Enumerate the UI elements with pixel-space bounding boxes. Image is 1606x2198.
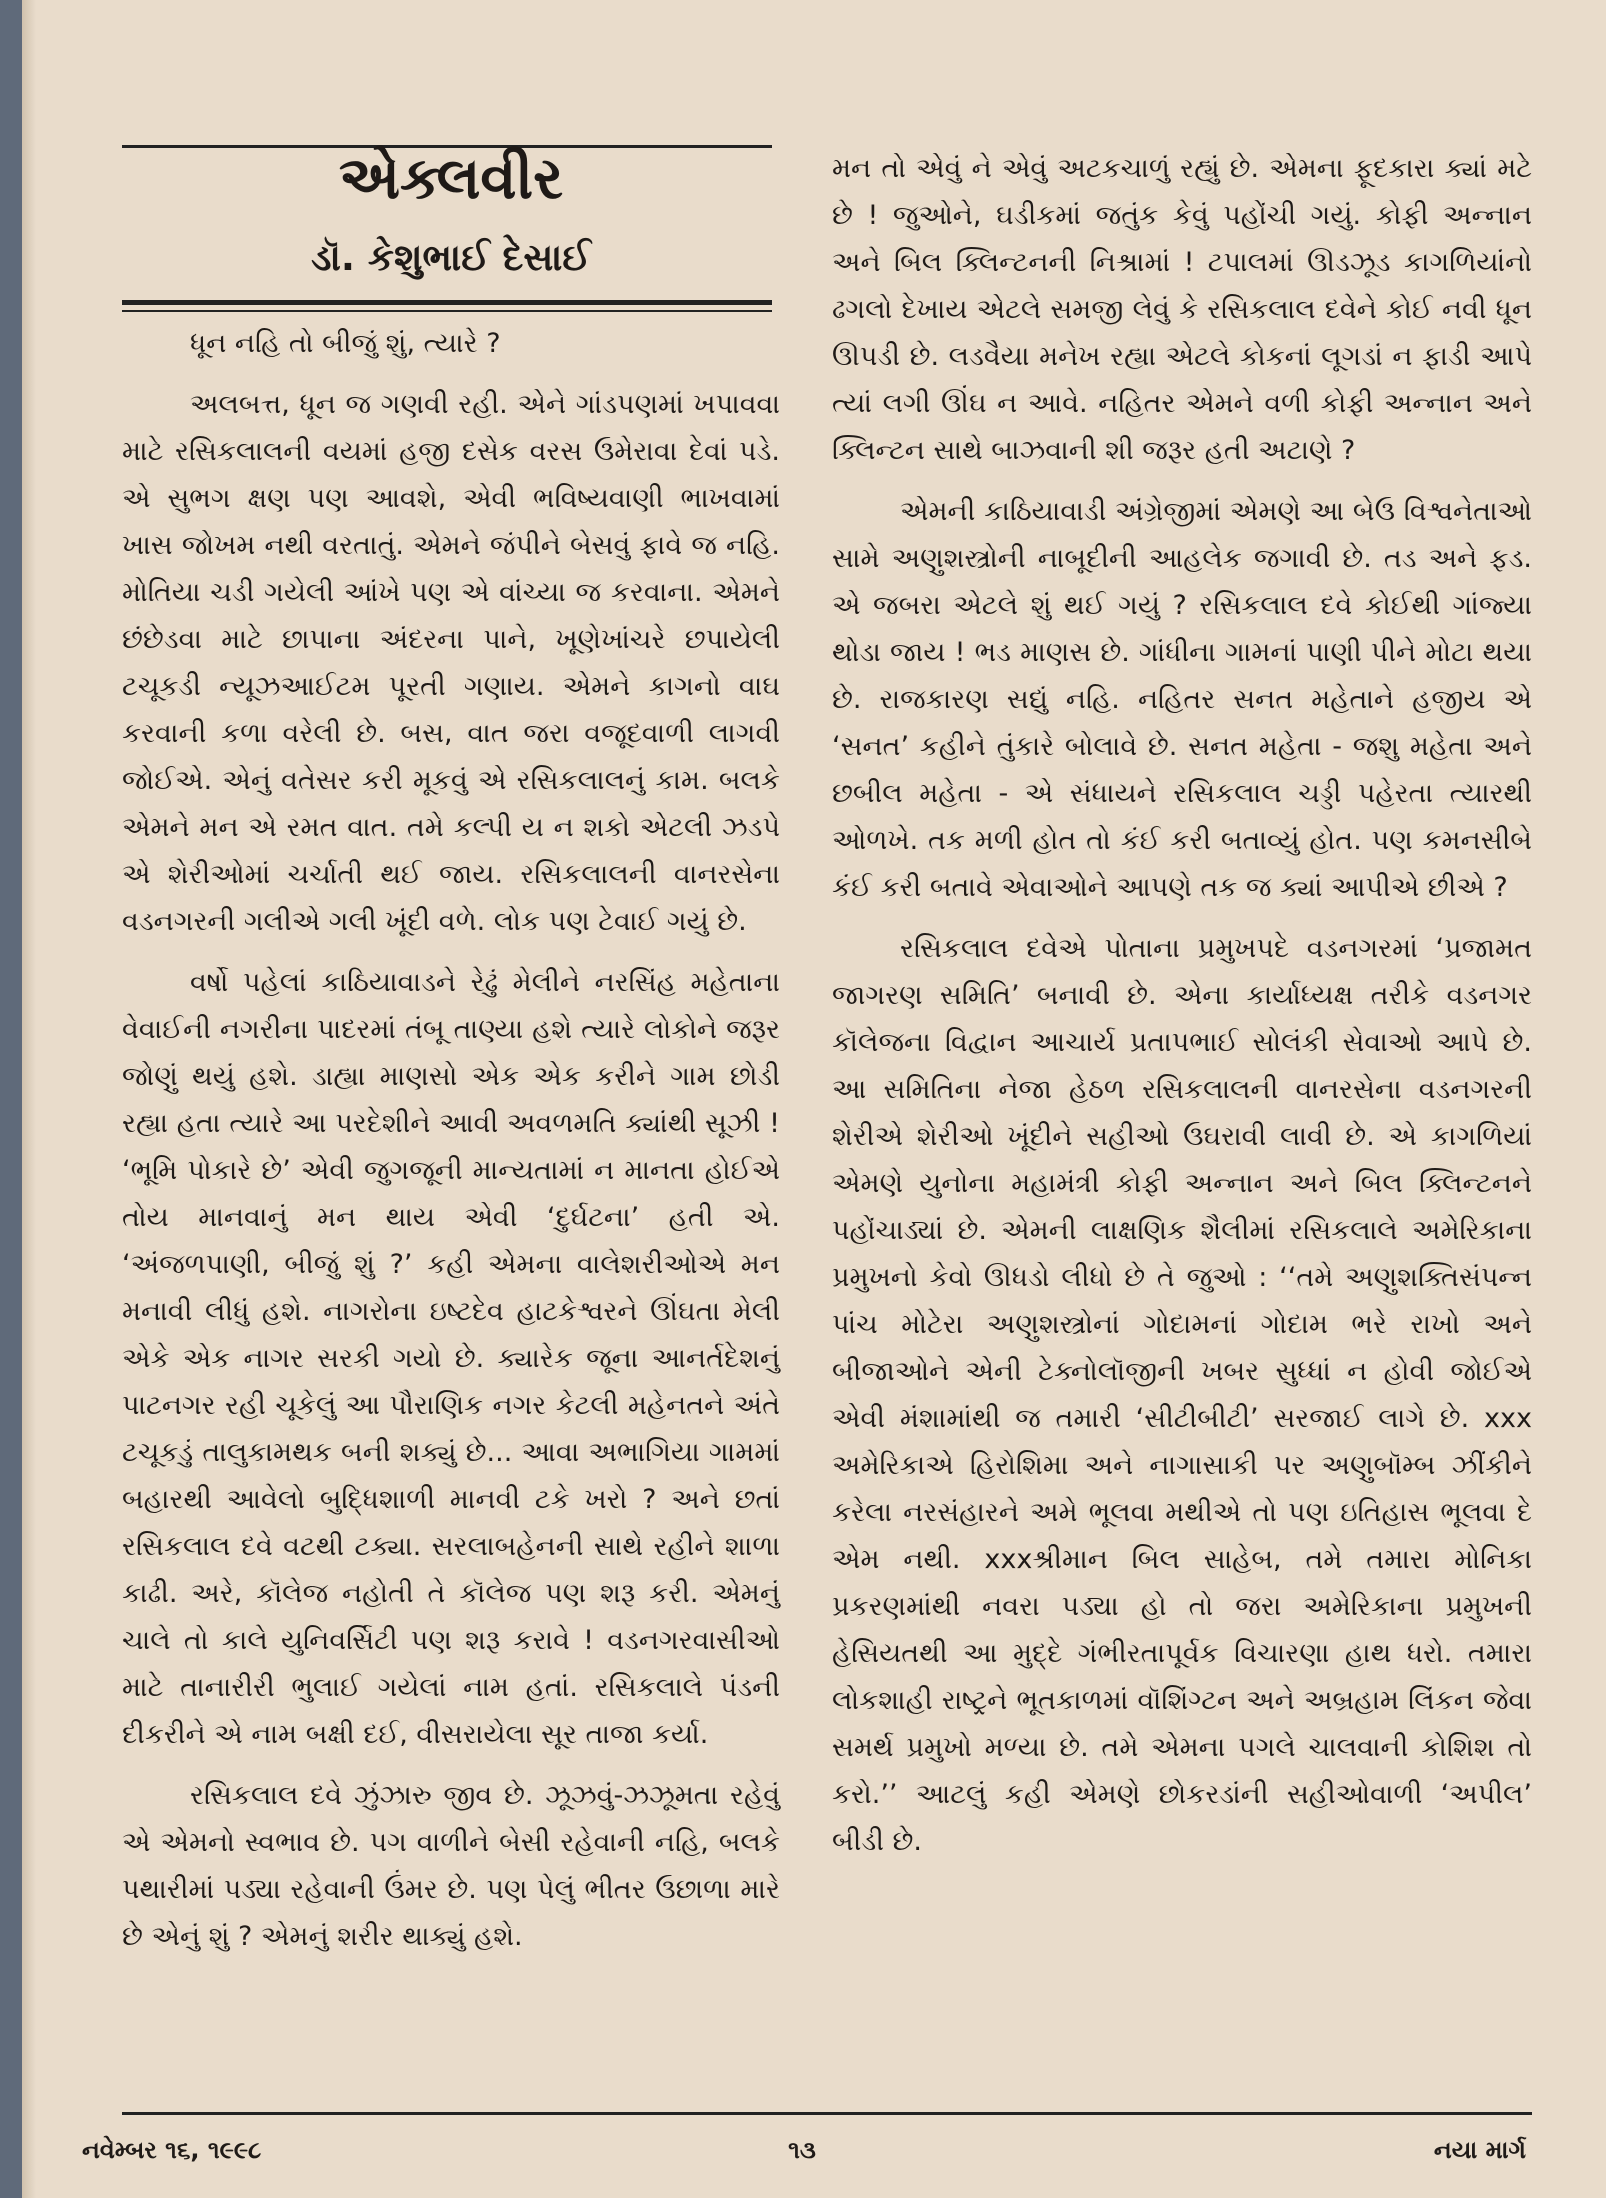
article-title: એક્લવીર [338, 144, 564, 212]
paragraph: વર્ષો પહેલાં કાઠિયાવાડને રેઢું મેલીને નરસિંહ મહેતાના વેવાઈની નગરીના પાદરમાં તંબૂ તાણ્યા હશે ત્યારે લોકોને જરૂર જોણું થયું હશે. ડાહ્યા માણસો એક એક કરીને ગામ છોડી રહ્યા હતા ત્યારે આ પરદેશીને આવી અવળમતિ ક્યાંથી સૂઝી ! ‘ભૂમિ પોકારે છે’ એવી જુગજૂની માન્યતામાં ન માનતા હોઈએ તોય માનવાનું મન થાય એવી ‘દુર્ઘટના’ હતી એ. ‘અંજળપાણી, બીજું શું ?’ કહી એમના વાલેશરીઓએ મન મનાવી લીધું હશે. નાગરોના ઇષ્ટદેવ હાટકેશ્વરને ઊંઘતા મેલી એકે એક નાગર સરકી ગયો છે. ક્યારેક જૂના આનર્તદેશનું પાટનગર રહી ચૂકેલું આ પૌરાણિક નગર કેટલી મહેનતને અંતે ટચૂકડું તાલુકામથક બની શક્યું છે... આવા અભાગિયા ગામમાં બહારથી આવેલો બુદ્ધિશાળી માનવી ટકે ખરો ? અને છતાં રસિકલાલ દવે વટથી ટક્યા. સરલાબહેનની સાથે રહીને શાળા કાઢી. અરે, કૉલેજ નહોતી તે કૉલેજ પણ શરૂ કરી. એમનું ચાલે તો કાલે યુનિવર્સિટી પણ શરૂ કરાવે ! વડનગરવાસીઓ માટે તાનારીરી ભુલાઈ ગયેલાં નામ હતાં. રસિકલાલે પંડની દીકરીને એ નામ બક્ષી દઈ, વીસરાયેલા સૂર તાજા કર્યા. [122, 967, 780, 1750]
footer-rule [122, 2112, 1532, 2115]
publication-name: નયા માર્ગ [1433, 2136, 1526, 2164]
paragraph: એમની કાઠિયાવાડી અંગ્રેજીમાં એમણે આ બેઉ વિશ્વનેતાઓ સામે અણુશસ્ત્રોની નાબૂદીની આહલેક જગાવી છે. તડ અને ફડ. એ જબરા એટલે શું થઈ ગયું ? રસિકલાલ દવે કોઈથી ગાંજ્યા થોડા જાય ! ભડ માણસ છે. ગાંધીના ગામનાં પાણી પીને મોટા થયા છે. રાજકારણ સદ્યું નહિ. નહિતર સનત મહેતાને હજીય એ ‘સનત’ કહીને તુંકારે બોલાવે છે. સનત મહેતા - જશુ મહેતા અને છબીલ મહેતા - એ સંધાયને રસિકલાલ ચડ્ડી પહેરતા ત્યારથી ઓળખે. તક મળી હોત તો કંઈ કરી બતાવ્યું હોત. પણ કમનસીબે કંઈ કરી બતાવે એવાઓને આપણે તક જ ક્યાં આપીએ છીએ ? [832, 496, 1532, 903]
page-number: ૧૩ [788, 2136, 816, 2164]
paragraph: અલબત્ત, ધૂન જ ગણવી રહી. એને ગાંડપણમાં ખપાવવા માટે રસિકલાલની વયમાં હજી દસેક વરસ ઉમેરાવા દેવાં પડે. એ સુભગ ક્ષણ પણ આવશે, એવી ભવિષ્યવાણી ભાખવામાં ખાસ જોખમ નથી વરતાતું. એમને જંપીને બેસવું ફાવે જ નહિ. મોતિયા ચડી ગયેલી આંખે પણ એ વાંચ્યા જ કરવાના. એમને છંછેડવા માટે છાપાના અંદરના પાને, ખૂણેખાંચરે છપાયેલી ટચૂકડી ન્યૂઝઆઈટમ પૂરતી ગણાય. એમને કાગનો વાઘ કરવાની કળા વરેલી છે. બસ, વાત જરા વજૂદવાળી લાગવી જોઈએ. એનું વતેસર કરી મૂકવું એ રસિકલાલનું કામ. બલકે એમને મન એ રમત વાત. તમે કલ્પી ય ન શકો એટલી ઝડપે એ શેરીઓમાં ચર્ચાતી થઈ જાય. રસિકલાલની વાનરસેના વડનગરની ગલીએ ગલી ખૂંદી વળે. લોક પણ ટેવાઈ ગયું છે. [122, 389, 780, 937]
left-column [122, 320, 780, 1974]
paragraph: મન તો એવું ને એવું અટકચાળું રહ્યું છે. એમના ફૂદકારા ક્યાં મટે છે ! જુઓને, ઘડીકમાં જતુંક કેવું પહોંચી ગયું. કોફી અન્નાન અને બિલ ક્લિન્ટનની નિશ્રામાં ! ટપાલમાં ઊડઝૂડ કાગળિયાંનો ઢગલો દેખાય એટલે સમજી લેવું કે રસિકલાલ દવેને કોઈ નવી ધૂન ઊપડી છે. લડવૈયા મનેખ રહ્યા એટલે કોકનાં લૂગડાં ન ફાડી આપે ત્યાં લગી ઊંઘ ન આવે. નહિતર એમને વળી કોફી અન્નાન અને ક્લિન્ટન સાથે બાઝવાની શી જરૂર હતી અટાણે ? [832, 153, 1532, 466]
paragraph: ધૂન નહિ તો બીજું શું, ત્યારે ? [190, 328, 501, 359]
magazine-page [22, 0, 1606, 2198]
issue-date: નવેમ્બર ૧૬, ૧૯૯૮ [82, 2136, 262, 2164]
title-rule-thick [122, 300, 772, 305]
title-rule-thin [122, 310, 772, 312]
paragraph: રસિકલાલ દવેએ પોતાના પ્રમુખપદે વડનગરમાં ‘પ્રજામત જાગરણ સમિતિ’ બનાવી છે. એના કાર્યાધ્યક્ષ તરીકે વડનગર કૉલેજના વિદ્વાન આચાર્ય પ્રતાપભાઈ સોલંકી સેવાઓ આપે છે. આ સમિતિના નેજા હેઠળ રસિકલાલની વાનરસેના વડનગરની શેરીએ શેરીઓ ખૂંદીને સહીઓ ઉઘરાવી લાવી છે. એ કાગળિયાં એમણે યુનોના મહામંત્રી કોફી અન્નાન અને બિલ ક્લિન્ટનને પહોંચાડ્યાં છે. એમની લાક્ષણિક શૈલીમાં રસિકલાલે અમેરિકાના પ્રમુખનો કેવો ઊધડો લીધો છે તે જુઓ : ‘‘તમે અણુશક્તિસંપન્ન પાંચ મોટેરા અણુશસ્ત્રોનાં ગોદામનાં ગોદામ ભરે રાખો અને બીજાઓને એની ટેક્નોલૉજીની ખબર સુધ્ધાં ન હોવી જોઈએ એવી મંશામાંથી જ તમારી ‘સીટીબીટી’ સરજાઈ લાગે છે. xxx અમેરિકાએ હિરોશિમા અને નાગાસાકી પર અણુબૉમ્બ ઝીંકીને કરેલા નરસંહારને અમે ભૂલવા મથીએ તો પણ ઇતિહાસ ભૂલવા દે એમ નથી. xxxશ્રીમાન બિલ સાહેબ, તમે તમારા મોનિકા પ્રકરણમાંથી નવરા પડ્યા હો તો જરા અમેરિકાના પ્રમુખની હેસિયતથી આ મુદ્દે ગંભીરતાપૂર્વક વિચારણા હાથ ધરો. તમારા લોકશાહી રાષ્ટ્રને ભૂતકાળમાં વૉશિંગ્ટન અને અબ્રહામ લિંકન જેવા સમર્થ પ્રમુખો મળ્યા છે. તમે એમના પગલે ચાલવાની કોશિશ તો કરો.’’ આટલું કહી એમણે છોકરડાંની સહીઓવાળી ‘અપીલ’ બીડી છે. [832, 933, 1532, 1857]
paragraph: રસિકલાલ દવે ઝુંઝારુ જીવ છે. ઝૂઝવું-ઝઝૂમતા રહેવું એ એમનો સ્વભાવ છે. પગ વાળીને બેસી રહેવાની નહિ, બલકે પથારીમાં પડ્યા રહેવાની ઉંમર છે. પણ પેલું ભીતર ઉછાળા મારે છે એનું શું ? એમનું શરીર થાક્યું હશે. [122, 1780, 780, 1952]
right-column [832, 145, 1532, 1879]
article-author: ડૉ. કેશુભાઈ દેસાઈ [311, 236, 591, 279]
